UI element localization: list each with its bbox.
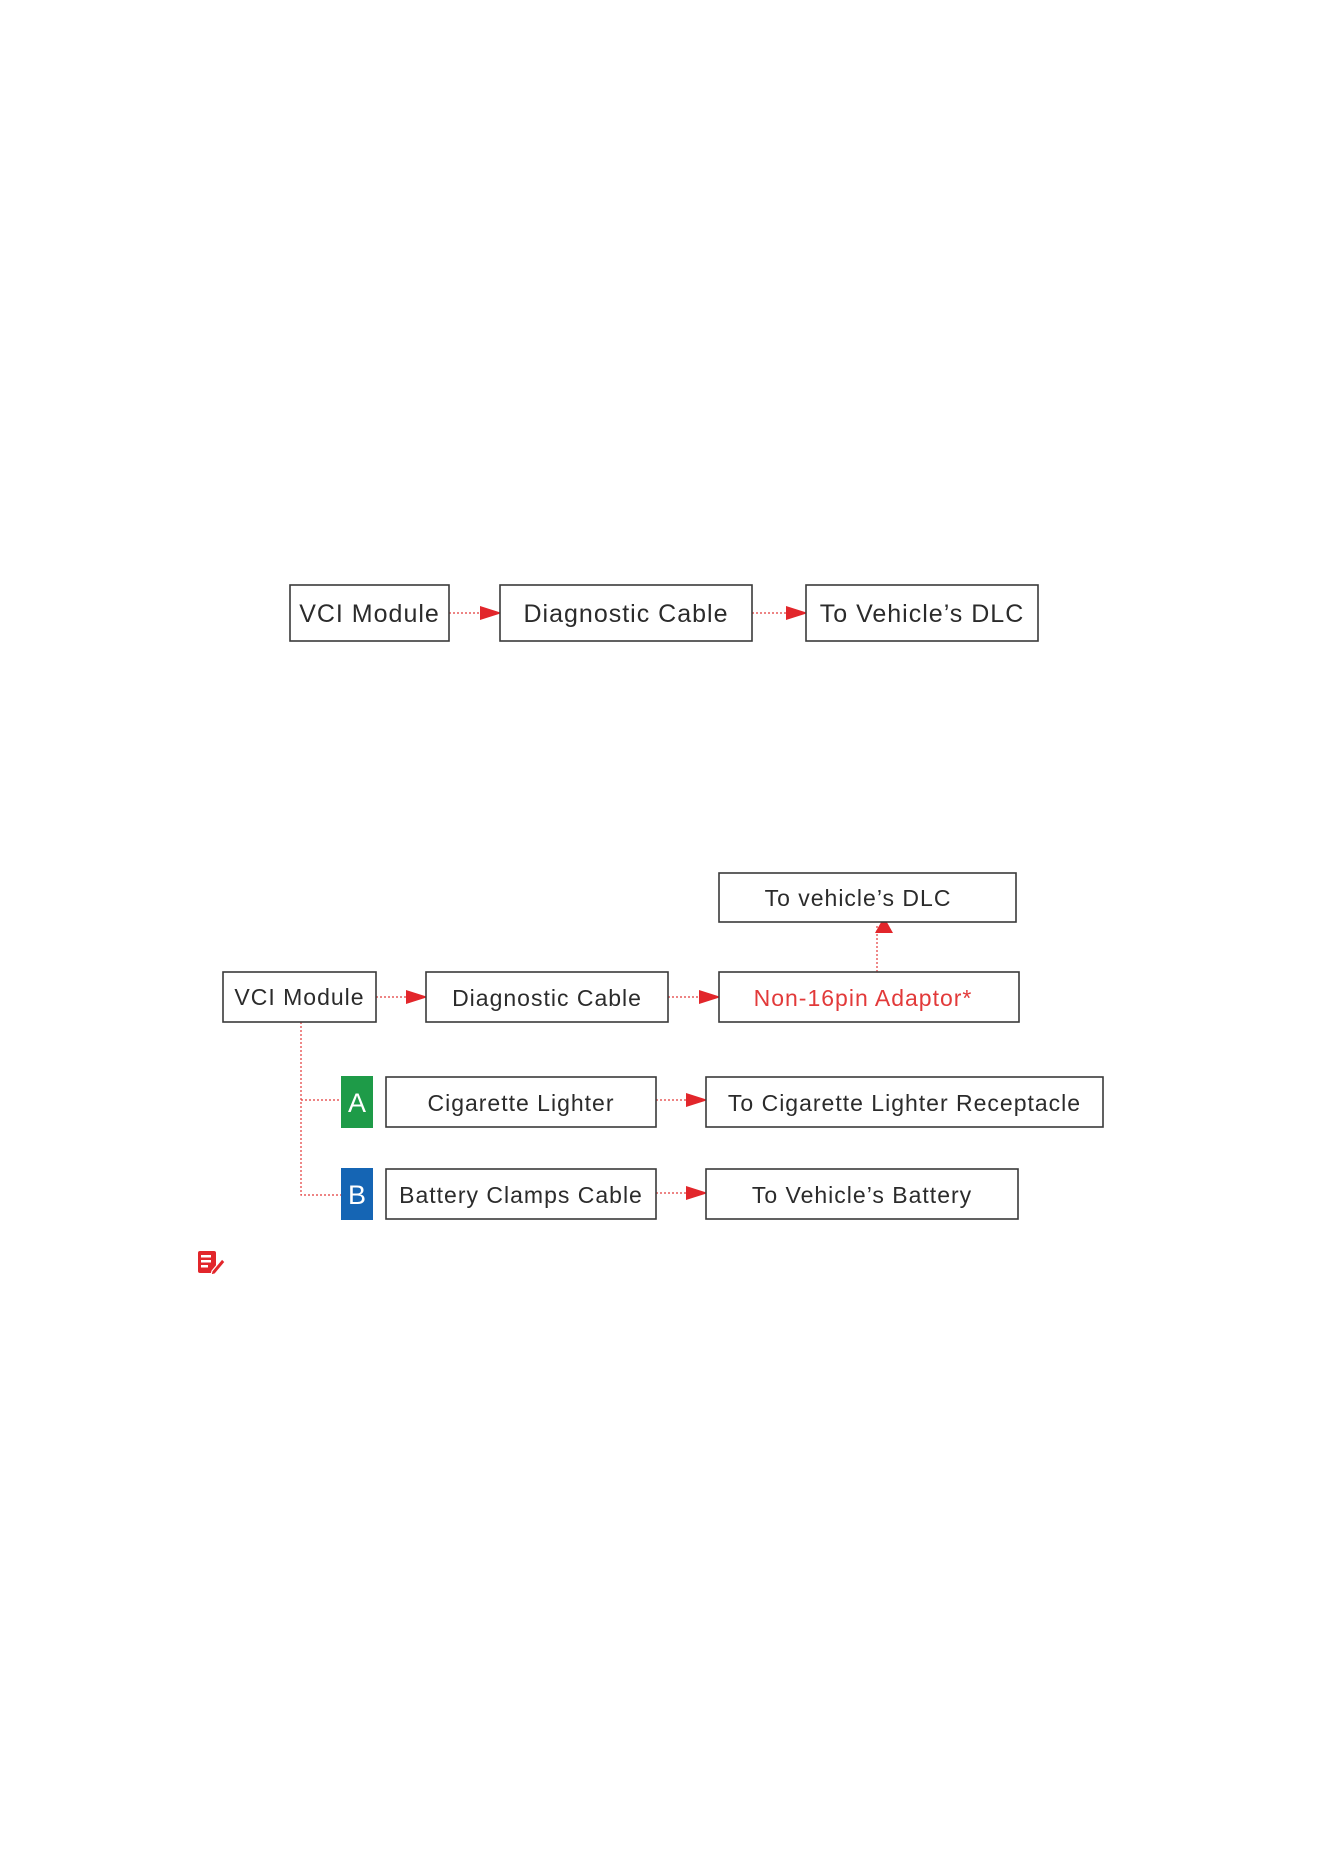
node-battery-clamps-cable — [386, 1169, 656, 1219]
node-vci-module-2-label: VCI Module — [234, 984, 365, 1010]
node-vehicle-dlc-2-label: To vehicle’s DLC — [764, 885, 952, 911]
diagram-standard-connection — [290, 585, 1038, 641]
node-vehicle-dlc-label: To Vehicle’s DLC — [819, 600, 1025, 628]
node-cigarette-receptacle — [706, 1077, 1103, 1127]
badge-b-label: B — [347, 1180, 367, 1210]
node-vehicle-battery-label: To Vehicle’s Battery — [751, 1182, 973, 1208]
node-non16pin-adaptor — [719, 972, 1019, 1022]
node-vehicle-dlc-2 — [719, 873, 1016, 922]
connector-vci-branch — [301, 1022, 341, 1195]
node-vehicle-battery — [706, 1169, 1018, 1219]
node-vci-module-label: VCI Module — [299, 600, 440, 628]
node-diagnostic-cable-label: Diagnostic Cable — [523, 600, 729, 628]
node-vci-module-2 — [223, 972, 376, 1022]
badge-b — [341, 1168, 373, 1220]
badge-a — [341, 1076, 373, 1128]
node-vci-module — [290, 585, 449, 641]
node-vehicle-dlc — [806, 585, 1038, 641]
node-cigarette-lighter-label: Cigarette Lighter — [427, 1090, 615, 1116]
badge-a-label: A — [347, 1088, 367, 1118]
note-icon — [198, 1251, 225, 1275]
node-battery-clamps-cable-label: Battery Clamps Cable — [399, 1182, 643, 1208]
node-diagnostic-cable-2 — [426, 972, 668, 1022]
diagram-non16pin-connection — [223, 873, 1103, 1220]
node-diagnostic-cable-2-label: Diagnostic Cable — [452, 985, 642, 1011]
node-diagnostic-cable — [500, 585, 752, 641]
node-cigarette-lighter — [386, 1077, 656, 1127]
node-cigarette-receptacle-label: To Cigarette Lighter Receptacle — [727, 1090, 1082, 1116]
node-non16pin-adaptor-label: Non-16pin Adaptor* — [753, 985, 973, 1011]
